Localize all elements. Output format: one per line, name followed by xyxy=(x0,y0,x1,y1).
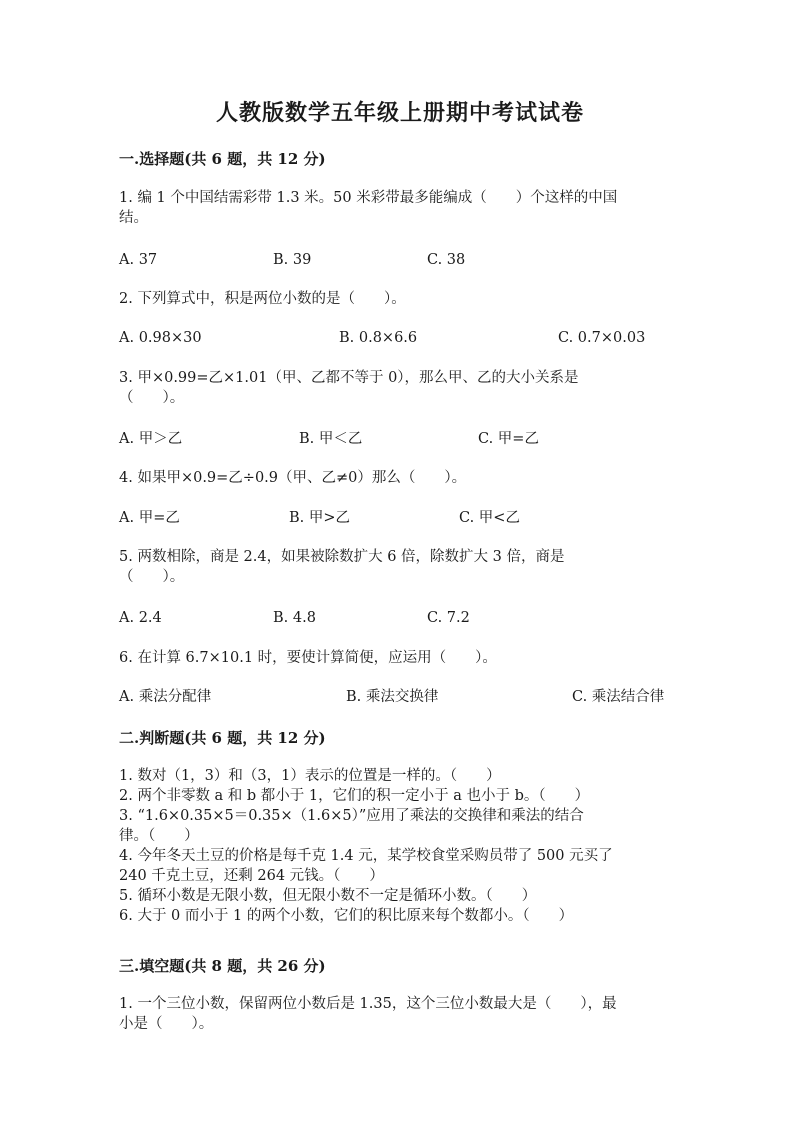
question-text: 3. 甲×0.99=乙×1.01（甲、乙都不等于 0），那么甲、乙的大小关系是 xyxy=(119,370,579,386)
option-c: C. 甲=乙 xyxy=(478,431,539,447)
option-c: C. 7.2 xyxy=(427,610,470,626)
option-a: A. 37 xyxy=(119,252,158,268)
option-c: C. 0.7×0.03 xyxy=(558,330,646,346)
option-a: A. 乘法分配律 xyxy=(119,689,212,705)
question-text: 4. 如果甲×0.9=乙÷0.9（甲、乙≠0）那么（ ）。 xyxy=(119,470,467,486)
list-item: 2. 两个非零数 a 和 b 都小于 1，它们的积一定小于 a 也小于 b。（ ） xyxy=(119,788,590,804)
question-1 xyxy=(119,188,679,228)
question-4 xyxy=(119,468,679,488)
question-6 xyxy=(119,648,679,668)
option-a: A. 0.98×30 xyxy=(119,330,202,346)
question-text: 1. 编 1 个中国结需彩带 1.3 米。50 米彩带最多能编成（ ）个这样的中国 xyxy=(119,190,618,206)
question-text: 5. 两数相除，商是 2.4，如果被除数扩大 6 倍，除数扩大 3 倍，商是 xyxy=(119,549,565,565)
question-text-cont: （ ）。 xyxy=(119,390,185,406)
option-c: C. 甲<乙 xyxy=(459,510,520,526)
question-5 xyxy=(119,547,679,587)
question-text-cont: （ ）。 xyxy=(119,569,185,585)
option-b: B. 甲＜乙 xyxy=(299,431,363,447)
question-3 xyxy=(119,368,679,408)
question-text: 6. 在计算 6.7×10.1 时，要使计算简便，应运用（ ）。 xyxy=(119,650,497,666)
option-b: B. 乘法交换律 xyxy=(346,689,439,705)
option-b: B. 甲>乙 xyxy=(289,510,351,526)
list-item: 5. 循环小数是无限小数，但无限小数不一定是循环小数。（ ） xyxy=(119,888,537,904)
option-c: C. 乘法结合律 xyxy=(572,689,665,705)
question-text: 2. 下列算式中，积是两位小数的是（ ）。 xyxy=(119,291,406,307)
option-a: A. 甲＞乙 xyxy=(119,431,183,447)
option-b: B. 39 xyxy=(273,252,312,268)
option-a: A. 甲=乙 xyxy=(119,510,180,526)
list-item: 4. 今年冬天土豆的价格是每千克 1.4 元，某学校食堂采购员带了 500 元买了 xyxy=(119,848,613,864)
option-a: A. 2.4 xyxy=(119,610,162,626)
question-text-cont: 小是（ ）。 xyxy=(119,1016,214,1032)
list-item: 240 千克土豆，还剩 264 元钱。（ ） xyxy=(119,868,384,884)
section-heading-fill: 三.填空题(共 8 题，共 26 分) xyxy=(119,957,326,975)
page-title: 人教版数学五年级上册期中考试试卷 xyxy=(215,100,584,126)
list-item: 1. 数对（1，3）和（3，1）表示的位置是一样的。（ ） xyxy=(119,768,501,784)
option-b: B. 0.8×6.6 xyxy=(339,330,418,346)
list-item: 6. 大于 0 而小于 1 的两个小数，它们的积比原来每个数都小。（ ） xyxy=(119,908,574,924)
section-heading-judge: 二.判断题(共 6 题，共 12 分) xyxy=(119,729,326,747)
section-heading-choice: 一.选择题(共 6 题，共 12 分) xyxy=(119,150,326,168)
list-item: 律。（ ） xyxy=(119,828,199,844)
list-item: 3. “1.6×0.35×5＝0.35×（1.6×5）”应用了乘法的交换律和乘法的结合 xyxy=(119,808,584,824)
judge-list xyxy=(119,766,679,926)
question-2 xyxy=(119,289,679,309)
fill-question-1 xyxy=(119,994,679,1034)
question-text: 1. 一个三位小数，保留两位小数后是 1.35，这个三位小数最大是（ ），最 xyxy=(119,996,617,1012)
option-c: C. 38 xyxy=(427,252,466,268)
option-b: B. 4.8 xyxy=(273,610,316,626)
question-text-cont: 结。 xyxy=(119,210,148,226)
